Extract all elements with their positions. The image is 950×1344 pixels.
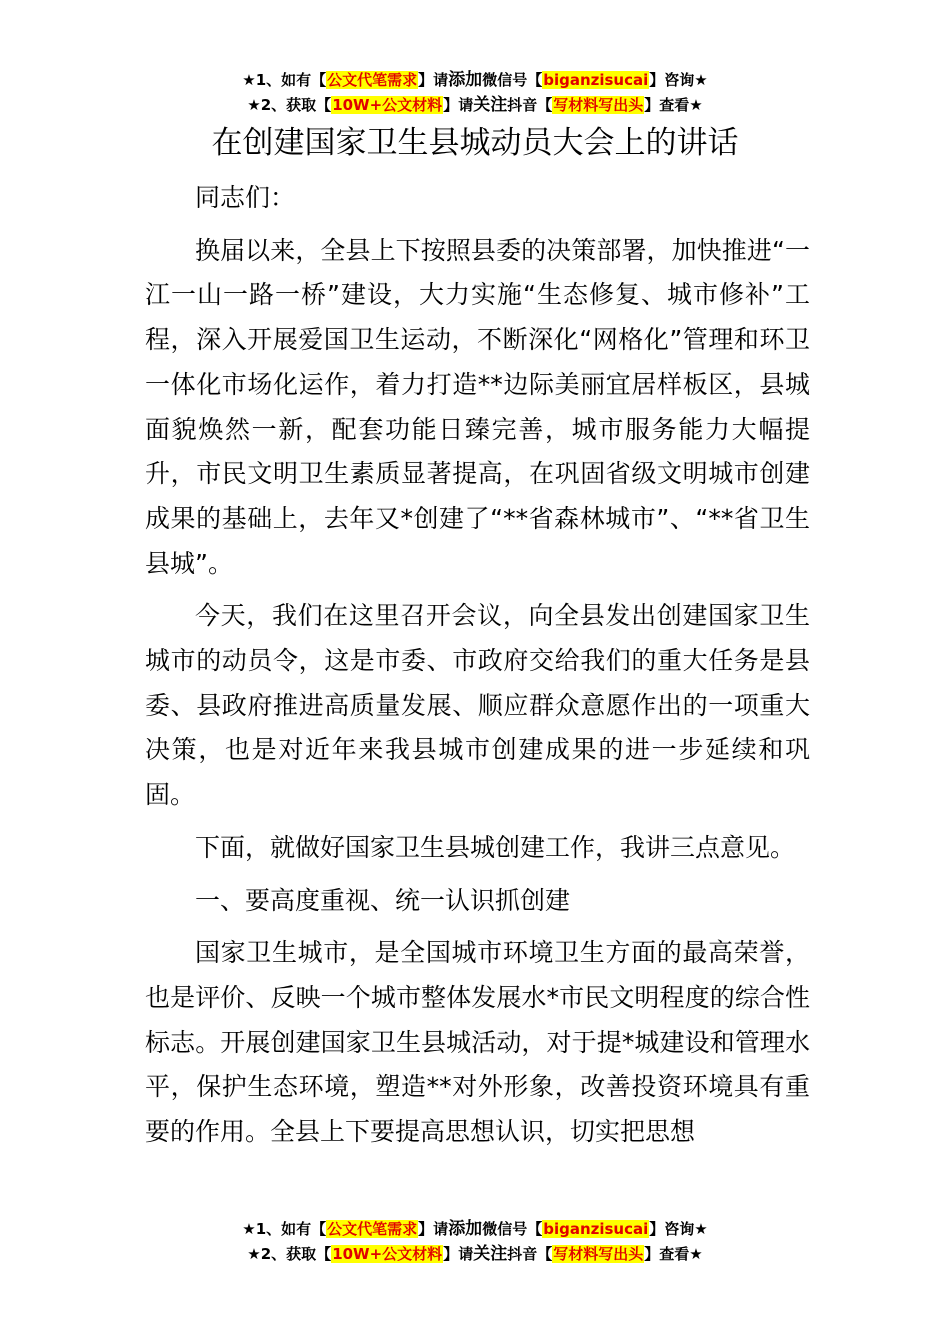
ad-header-line-1: [0, 70, 950, 90]
ad-text: 】请: [418, 71, 449, 89]
ad-emphasis: 关注: [473, 1244, 508, 1264]
ad-wechat-id: biganzisucai: [543, 1220, 649, 1238]
ad-footer-line-2: [0, 1244, 950, 1264]
ad-text: 】查看★: [644, 1245, 703, 1263]
document-body: [145, 176, 810, 1155]
ad-douyin-id: 写材料写出头: [553, 1245, 644, 1263]
document-title: 在创建国家卫生县城动员大会上的讲话: [211, 125, 739, 161]
ad-wechat-id: biganzisucai: [543, 71, 649, 89]
ad-text: 】查看★: [644, 96, 703, 114]
ad-header-line-2: [0, 95, 950, 115]
section-heading: 一、要高度重视、统一认识抓创建: [195, 885, 571, 915]
ad-text: ★1、如有【: [242, 71, 327, 89]
ad-emphasis: 关注: [473, 95, 508, 115]
ad-emphasis: 添加: [448, 70, 483, 90]
paragraph: 换届以来，全县上下按照县委的决策部署，加快推进“一江一山一路一桥”建设，大力实施“生态修复、城市修补”工程，深入开展爱国卫生运动，不断深化“网格化”管理和环卫一体化市场化运作，着力打造**边际美丽宜居样板区，县城面貌焕然一新，配套功能日臻完善，城市服务能力大幅提升，市民文明卫生素质显著提高，在巩固省级文明城市创建成果的基础上，去年又*创建了“**省森林城市”、“**省卫生县城”。: [145, 235, 810, 578]
paragraph: 今天，我们在这里召开会议，向全县发出创建国家卫生城市的动员令，这是市委、市政府交给我们的重大任务是县委、县政府推进高质量发展、顺应群众意愿作出的一项重大决策，也是对近年来我县城市创建成果的进一步延续和巩固。: [145, 601, 810, 810]
paragraph: 下面，就做好国家卫生县城创建工作，我讲三点意见。: [195, 832, 796, 862]
ad-highlight: 公文代笔需求: [327, 1220, 418, 1238]
ad-text: 】请: [443, 96, 474, 114]
ad-text: ★2、获取【: [247, 96, 332, 114]
salutation: 同志们：: [195, 183, 296, 212]
ad-text: ★2、获取【: [247, 1245, 332, 1263]
ad-text: 抖音【: [507, 96, 553, 114]
ad-highlight: 10W+公文材料: [332, 1245, 443, 1263]
ad-footer-line-1: [0, 1219, 950, 1239]
ad-text: ★1、如有【: [242, 1220, 327, 1238]
ad-text: 】咨询★: [649, 71, 708, 89]
ad-highlight: 10W+公文材料: [332, 96, 443, 114]
ad-emphasis: 添加: [448, 1219, 483, 1239]
ad-text: 抖音【: [507, 1245, 553, 1263]
ad-highlight: 公文代笔需求: [327, 71, 418, 89]
ad-text: 微信号【: [482, 71, 543, 89]
ad-text: 】请: [418, 1220, 449, 1238]
ad-douyin-id: 写材料写出头: [553, 96, 644, 114]
ad-text: 】咨询★: [649, 1220, 708, 1238]
paragraph: 国家卫生城市，是全国城市环境卫生方面的最高荣誉，也是评价、反映一个城市整体发展水*市民文明程度的综合性标志。开展创建国家卫生县城活动，对于提*城建设和管理水平，保护生态环境，塑造**对外形象，改善投资环境具有重要的作用。全县上下要提高思想认识，切实把思想: [145, 938, 810, 1147]
ad-text: 】请: [443, 1245, 474, 1263]
ad-text: 微信号【: [482, 1220, 543, 1238]
